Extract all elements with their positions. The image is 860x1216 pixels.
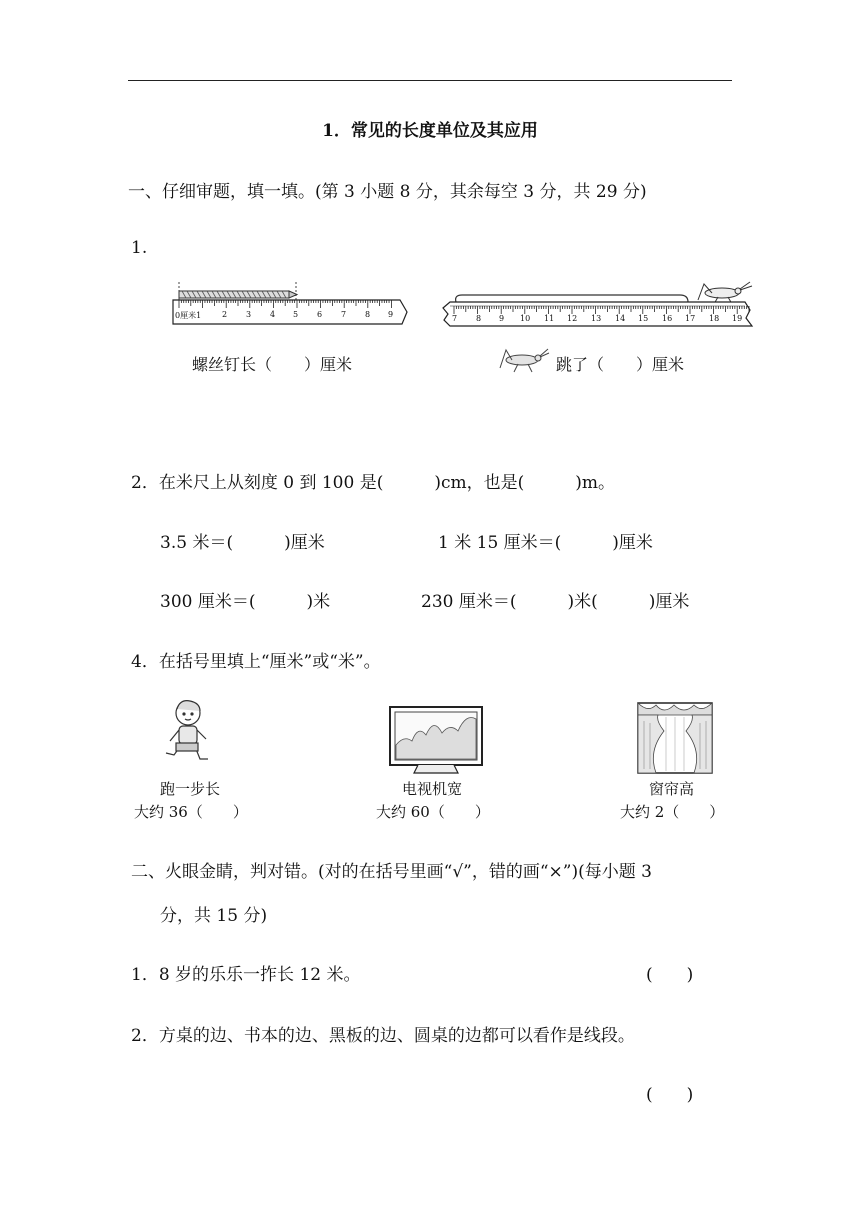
ruler1-tick-3: 3 — [246, 310, 252, 319]
ruler2-tick-19: 19 — [732, 314, 743, 323]
q1-number: 1. — [131, 238, 148, 258]
running-child-icon — [160, 697, 216, 777]
ruler2-tick-16: 16 — [662, 314, 673, 323]
q2-conversion-d: 230 厘米＝( )米( )厘米 — [421, 592, 690, 612]
section2-q1-text: 1．8 岁的乐乐一拃长 12 米。 — [131, 965, 361, 985]
ruler1-tick-2: 2 — [222, 310, 228, 319]
ruler-with-grasshopper-figure — [440, 280, 758, 336]
item-curtain-value: 大约 2（ ） — [620, 803, 725, 821]
ruler2-caption: 跳了（ ）厘米 — [556, 355, 685, 374]
item-step-label: 跑一步长 — [160, 780, 221, 798]
ruler-1 — [173, 300, 407, 324]
item-curtain-label: 窗帘高 — [649, 780, 695, 798]
q4-line: 4．在括号里填上“厘米”或“米”。 — [131, 652, 381, 672]
ruler2-tick-9: 9 — [499, 314, 505, 323]
item-step-value: 大约 36（ ） — [134, 803, 248, 821]
ruler-with-screw-figure — [170, 280, 410, 332]
q2-line: 2．在米尺上从刻度 0 到 100 是( )cm，也是( )m。 — [131, 473, 615, 493]
ruler1-tick-5: 5 — [293, 310, 299, 319]
grasshopper-small-icon — [498, 346, 550, 374]
ruler2-tick-17: 17 — [685, 314, 696, 323]
ruler2-tick-14: 14 — [615, 314, 626, 323]
ruler1-tick-4: 4 — [270, 310, 276, 319]
section2-q2-answer[interactable]: ( ) — [646, 1085, 694, 1105]
ruler1-tick-7: 7 — [341, 310, 347, 319]
ruler2-tick-7: 7 — [452, 314, 458, 323]
q2-conversion-a: 3.5 米＝( )厘米 — [160, 533, 325, 553]
ruler1-tick-8: 8 — [365, 310, 371, 319]
ruler1-caption: 螺丝钉长（ ）厘米 — [192, 355, 353, 374]
ruler2-tick-12: 12 — [567, 314, 578, 323]
section1-heading: 一、仔细审题，填一填。(第 3 小题 8 分，其余每空 3 分，共 29 分) — [128, 182, 647, 202]
curtain-icon — [636, 701, 714, 775]
ruler1-tick-9: 9 — [388, 310, 394, 319]
q2-conversion-c: 300 厘米＝( )米 — [160, 592, 331, 612]
header-rule — [128, 80, 732, 81]
ruler1-tick-0: 0厘米1 — [175, 311, 202, 320]
ruler2-tick-18: 18 — [709, 314, 720, 323]
q2-conversion-b: 1 米 15 厘米＝( )厘米 — [438, 533, 653, 553]
item-tv-value: 大约 60（ ） — [376, 803, 490, 821]
ruler1-tick-6: 6 — [317, 310, 323, 319]
section2-q2-text: 2．方桌的边、书本的边、黑板的边、圆桌的边都可以看作是线段。 — [131, 1026, 635, 1046]
section2-heading-line2: 分，共 15 分) — [160, 906, 268, 926]
ruler2-tick-10: 10 — [520, 314, 531, 323]
section2-heading-line1: 二、火眼金睛，判对错。(对的在括号里画“√”，错的画“×”)(每小题 3 — [131, 862, 652, 882]
section2-q1-answer[interactable]: ( ) — [646, 965, 694, 985]
ruler2-tick-11: 11 — [544, 314, 555, 323]
grasshopper-icon — [698, 282, 752, 304]
ruler2-tick-8: 8 — [476, 314, 482, 323]
television-icon — [388, 705, 484, 777]
page-title: 1．常见的长度单位及其应用 — [322, 121, 538, 141]
item-tv-label: 电视机宽 — [402, 780, 463, 798]
ruler2-tick-13: 13 — [591, 314, 602, 323]
ruler2-tick-15: 15 — [638, 314, 649, 323]
